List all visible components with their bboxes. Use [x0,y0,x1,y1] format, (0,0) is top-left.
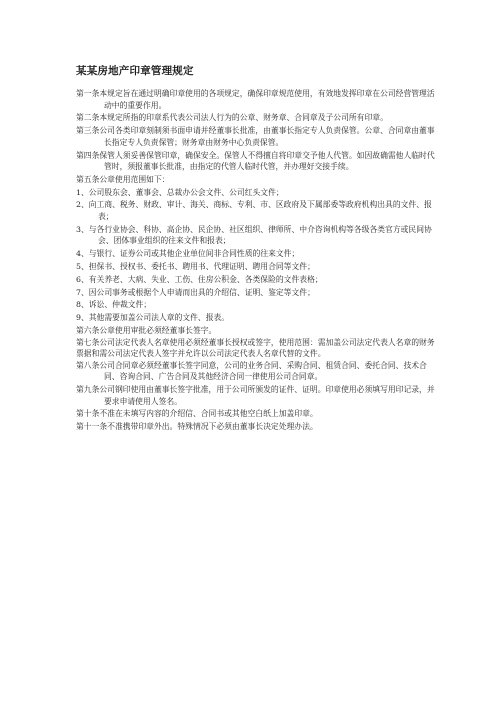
article-2: 第二条本规定所指的印章系代表公司法人行为的公章、财务章、合同章及子公司所有印章。 [76,113,388,123]
article-8: 第八条公司合同章必须经董事长签字同意，公司的业务合同、采购合同、租赁合同、委托合同、技术合同、咨询合同、广告合同及其他经济合同一律使用公司合同章。 [76,360,427,382]
list-item: 1、公司股东会、董事会、总裁办公会文件、公司红头文件； [76,187,284,197]
article-4: 第四条保管人须妥善保管印章，确保安全。保管人不得擅自将印章交予他人代管。如因故确需他人临时代管时，须报董事长批准，由指定的代管人临时代管，并办理好交接手续。 [76,150,435,172]
article-5: 第五条公章使用范围如下： [76,174,170,184]
list-item: 3、与各行业协会、科协、高企协、民企协、社区组织、律师所、中介咨询机构等各级各类官方或民间协会、团体事业组织的往来文件和报表； [76,224,432,246]
list-item: 4、与银行、证券公司或其他企业单位间非合同性质的往来文件； [76,249,300,259]
document-title: 某某房地产印章管理规定 [76,65,194,77]
article-7: 第七条公司法定代表人名章使用必须经董事长授权或签字，使用范围：需加盖公司法定代表人名章的财务票据和需公司法定代表人签字并允许以公司法定代表人名章代替的文件。 [76,337,435,359]
list-item: 7、因公司事务或根据个人申请而出具的介绍信、证明、鉴定等文件； [76,287,315,297]
document-body [76,88,438,433]
list-item: 5、担保书、授权书、委托书、聘用书、代理证明、聘用合同等文件； [76,262,315,271]
article-11: 第十一条不准携带印章外出。特殊情况下必须由董事长决定处理办法。 [76,422,318,432]
list-item: 9、其他需要加盖公司法人章的文件、报表。 [76,313,230,323]
list-item: 8、诉讼、仲裁文件； [76,300,152,310]
article-9: 第九条公司钢印使用由董事长签字批准，用于公司所颁发的证件、证明。印章使用必须填写用印记录，并要求申请使用人签名。 [76,385,435,406]
list-item: 6、有关养老、大病、失业、工伤、住房公积金、各类保险的文件表格； [76,274,323,284]
list-item: 2、向工商、税务、财政、审计、海关、商标、专利、市、区政府及下属部委等政府机构出具的文件、报表； [76,200,432,222]
article-3: 第三条公司各类印章刻制须书面申请并经董事长批准，由董事长指定专人负责保管。公章、合同章由董事长指定专人负责保管；财务章由财务中心负责保管。 [76,126,435,147]
article-1: 第一条本规定旨在通过明确印章使用的各项规定，确保印章规范使用，有效地发挥印章在公司经营管理活动中的重要作用。 [76,89,435,110]
article-10: 第十条不准在未填写内容的介绍信、合同书或其他空白纸上加盖印章。 [76,409,318,419]
article-6: 第六条公章使用审批必须经董事长签字。 [76,325,217,335]
